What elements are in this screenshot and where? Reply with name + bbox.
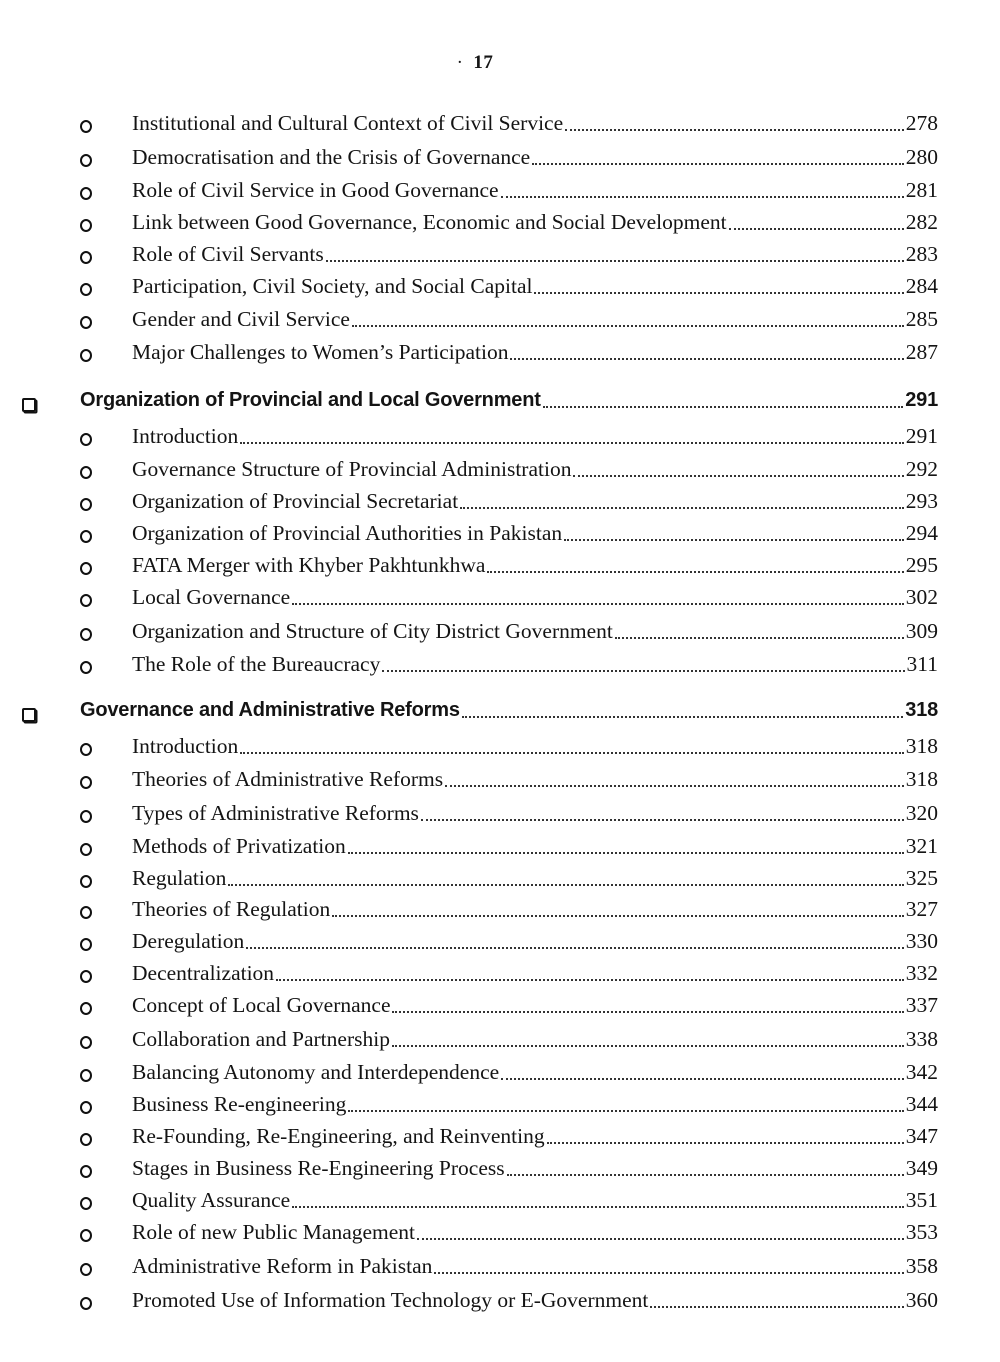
- toc-entry-title: Deregulation: [132, 929, 245, 953]
- toc-entry-title: Business Re-engineering: [132, 1092, 347, 1116]
- dot-leader: [392, 1045, 904, 1047]
- dot-leader: [417, 1238, 904, 1240]
- square-bullet-icon: [22, 391, 36, 412]
- dot-leader: [532, 163, 904, 165]
- toc-entry-line: [80, 385, 938, 415]
- page-number: [0, 52, 950, 74]
- circle-icon: [80, 316, 92, 329]
- toc-entry-page: 347: [905, 1124, 938, 1148]
- circle-bullet-icon: [80, 245, 92, 264]
- circle-icon: [80, 875, 92, 888]
- circle-icon: [80, 283, 92, 296]
- circle-bullet-icon: [80, 1291, 92, 1310]
- dot-leader: [240, 752, 903, 754]
- toc-entry-page: 294: [905, 521, 938, 545]
- toc-subsection-entry: [0, 454, 1000, 486]
- square-bullet-icon: [22, 701, 36, 722]
- circle-bullet-icon: [80, 869, 92, 888]
- toc-entry-line: [132, 108, 938, 138]
- dot-leader: [510, 358, 903, 360]
- dot-leader: [352, 325, 904, 327]
- toc-entry-page: 292: [905, 457, 938, 481]
- toc-subsection-entry: [0, 518, 1000, 550]
- toc-entry-page: 321: [905, 834, 938, 858]
- page-number-value: 17: [473, 52, 494, 73]
- circle-icon: [80, 743, 92, 756]
- toc-subsection-entry: [0, 616, 1000, 648]
- circle-bullet-icon: [80, 460, 92, 479]
- toc-entry-page: 318: [905, 767, 938, 791]
- toc-entry-line: [132, 1285, 938, 1315]
- toc-entry-line: [132, 239, 938, 269]
- toc-entry-page: 320: [905, 801, 938, 825]
- toc-section-entry: [0, 695, 1000, 727]
- toc-entry-page: 302: [905, 585, 938, 609]
- toc-entry-title: Institutional and Cultural Context of Civil Service: [132, 111, 564, 135]
- toc-entry-page: 318: [905, 734, 938, 758]
- toc-entry-title: Organization of Provincial Authorities in Pakistan: [132, 521, 563, 545]
- toc-entry-title: Concept of Local Governance: [132, 993, 391, 1017]
- toc-entry-line: [132, 304, 938, 334]
- toc-entry-line: [132, 926, 938, 956]
- toc-entry-title: Stages in Business Re-Engineering Process: [132, 1156, 505, 1180]
- toc-entry-page: 293: [905, 489, 938, 513]
- toc-entry-line: [132, 958, 938, 988]
- toc-entry-title: Collaboration and Partnership: [132, 1027, 390, 1051]
- toc-entry-title: Organization of Provincial Secretariat: [132, 489, 459, 513]
- toc-entry-title: Introduction: [132, 424, 239, 448]
- toc-entry-page: 353: [905, 1220, 938, 1244]
- circle-icon: [80, 562, 92, 575]
- toc-entry-line: [132, 421, 938, 451]
- toc-subsection-entry: [0, 550, 1000, 582]
- toc-entry-line: [132, 1057, 938, 1087]
- circle-icon: [80, 349, 92, 362]
- circle-icon: [80, 810, 92, 823]
- toc-entry-title: Link between Good Governance, Economic and Social Development: [132, 210, 727, 234]
- toc-entry-line: [132, 863, 938, 893]
- circle-icon: [80, 1197, 92, 1210]
- dot-leader: [729, 228, 904, 230]
- toc-entry-page: 344: [905, 1092, 938, 1116]
- dot-leader: [543, 406, 904, 408]
- toc-entry-line: [132, 1251, 938, 1281]
- circle-bullet-icon: [80, 148, 92, 167]
- toc-entry-title: Role of Civil Service in Good Governance: [132, 178, 499, 202]
- toc-entry-page: 342: [905, 1060, 938, 1084]
- dot-leader: [507, 1174, 904, 1176]
- toc-entry-line: [132, 649, 938, 679]
- circle-bullet-icon: [80, 277, 92, 296]
- circle-bullet-icon: [80, 588, 92, 607]
- circle-icon: [80, 530, 92, 543]
- circle-bullet-icon: [80, 900, 92, 919]
- toc-entry-page: 325: [905, 866, 938, 890]
- circle-bullet-icon: [80, 837, 92, 856]
- toc-subsection-entry: [0, 1217, 1000, 1249]
- toc-entry-page: 282: [905, 210, 938, 234]
- toc-entry-line: [132, 518, 938, 548]
- toc-entry-line: [132, 798, 938, 828]
- toc-entry-page: 287: [905, 340, 938, 364]
- toc-entry-page: 351: [905, 1188, 938, 1212]
- dot-leader: [547, 1142, 904, 1144]
- circle-bullet-icon: [80, 964, 92, 983]
- toc-entry-title: Role of Civil Servants: [132, 242, 324, 266]
- toc-entry-title: Theories of Regulation: [132, 897, 331, 921]
- circle-icon: [80, 433, 92, 446]
- circle-icon: [80, 1165, 92, 1178]
- circle-icon: [80, 187, 92, 200]
- toc-entry-line: [132, 1153, 938, 1183]
- circle-bullet-icon: [80, 343, 92, 362]
- dot-leader: [421, 819, 904, 821]
- toc-subsection-entry: [0, 1153, 1000, 1185]
- circle-icon: [80, 1297, 92, 1310]
- toc-entry-page: 330: [905, 929, 938, 953]
- toc-subsection-entry: [0, 894, 1000, 926]
- toc-subsection-entry: [0, 207, 1000, 239]
- toc-entry-page: 291: [905, 389, 938, 411]
- toc-entry-line: [132, 1024, 938, 1054]
- toc-entry-title: Promoted Use of Information Technology or E-Government: [132, 1288, 649, 1312]
- toc-subsection-entry: [0, 142, 1000, 174]
- toc-entry-line: [132, 990, 938, 1020]
- circle-icon: [80, 1069, 92, 1082]
- circle-bullet-icon: [80, 1159, 92, 1178]
- toc-entry-title: Methods of Privatization: [132, 834, 346, 858]
- toc-entry-line: [132, 550, 938, 580]
- circle-bullet-icon: [80, 1191, 92, 1210]
- dot-leader: [565, 129, 904, 131]
- toc-entry-line: [132, 1089, 938, 1119]
- circle-icon: [80, 498, 92, 511]
- toc-entry-title: Governance and Administrative Reforms: [80, 699, 460, 721]
- circle-icon: [80, 906, 92, 919]
- square-icon: [22, 708, 36, 722]
- toc-subsection-entry: [0, 175, 1000, 207]
- toc-entry-page: 360: [905, 1288, 938, 1312]
- circle-bullet-icon: [80, 524, 92, 543]
- circle-bullet-icon: [80, 655, 92, 674]
- circle-icon: [80, 1101, 92, 1114]
- toc-entry-line: [132, 486, 938, 516]
- circle-icon: [80, 1036, 92, 1049]
- toc-entry-page: 283: [905, 242, 938, 266]
- toc-entry-title: The Role of the Bureaucracy: [132, 652, 381, 676]
- toc-entry-title: Gender and Civil Service: [132, 307, 350, 331]
- toc-entry-title: Balancing Autonomy and Interdependence: [132, 1060, 500, 1084]
- dot-leader: [332, 915, 904, 917]
- circle-icon: [80, 1133, 92, 1146]
- dot-leader: [292, 1206, 904, 1208]
- circle-icon: [80, 776, 92, 789]
- toc-entry-title: Role of new Public Management: [132, 1220, 416, 1244]
- circle-bullet-icon: [80, 1095, 92, 1114]
- square-icon: [22, 398, 36, 412]
- toc-subsection-entry: [0, 1185, 1000, 1217]
- toc-section-entry: [0, 385, 1000, 417]
- dot-leader: [501, 1078, 904, 1080]
- circle-bullet-icon: [80, 622, 92, 641]
- circle-bullet-icon: [80, 213, 92, 232]
- toc-subsection-entry: [0, 1251, 1000, 1283]
- toc-entry-page: 278: [905, 111, 938, 135]
- toc-entry-line: [132, 454, 938, 484]
- toc-entry-title: Regulation: [132, 866, 227, 890]
- circle-bullet-icon: [80, 427, 92, 446]
- toc-subsection-entry: [0, 1057, 1000, 1089]
- toc-subsection-entry: [0, 649, 1000, 681]
- toc-subsection-entry: [0, 1024, 1000, 1056]
- circle-bullet-icon: [80, 1223, 92, 1242]
- toc-entry-page: 349: [905, 1156, 938, 1180]
- dot-leader: [445, 785, 904, 787]
- dot-leader: [382, 670, 904, 672]
- toc-entry-title: Governance Structure of Provincial Administration: [132, 457, 572, 481]
- dot-leader: [462, 716, 903, 718]
- toc-entry-page: 281: [905, 178, 938, 202]
- toc-subsection-entry: [0, 1285, 1000, 1317]
- toc-entry-page: 295: [905, 553, 938, 577]
- dot-leader: [650, 1306, 903, 1308]
- dot-leader: [434, 1272, 903, 1274]
- toc-entry-line: [132, 582, 938, 612]
- toc-entry-title: FATA Merger with Khyber Pakhtunkhwa: [132, 553, 486, 577]
- circle-bullet-icon: [80, 1257, 92, 1276]
- dot-leader: [326, 260, 904, 262]
- toc-subsection-entry: [0, 304, 1000, 336]
- dot-leader: [276, 979, 904, 981]
- circle-bullet-icon: [80, 1063, 92, 1082]
- circle-icon: [80, 120, 92, 133]
- toc-entry-line: [132, 207, 938, 237]
- toc-subsection-entry: [0, 271, 1000, 303]
- circle-bullet-icon: [80, 181, 92, 200]
- circle-icon: [80, 594, 92, 607]
- dot-leader: [228, 884, 903, 886]
- circle-bullet-icon: [80, 492, 92, 511]
- circle-icon: [80, 1263, 92, 1276]
- circle-icon: [80, 1002, 92, 1015]
- toc-entry-line: [132, 142, 938, 172]
- dot-leader: [292, 603, 904, 605]
- toc-entry-line: [132, 616, 938, 646]
- circle-bullet-icon: [80, 114, 92, 133]
- circle-bullet-icon: [80, 996, 92, 1015]
- circle-icon: [80, 251, 92, 264]
- toc-entry-line: [132, 894, 938, 924]
- toc-entry-title: Major Challenges to Women’s Participation: [132, 340, 509, 364]
- toc-subsection-entry: [0, 958, 1000, 990]
- circle-icon: [80, 466, 92, 479]
- toc-subsection-entry: [0, 108, 1000, 140]
- toc-subsection-entry: [0, 239, 1000, 271]
- toc-entry-title: Organization and Structure of City District Government: [132, 619, 613, 643]
- toc-subsection-entry: [0, 798, 1000, 830]
- circle-icon: [80, 843, 92, 856]
- toc-subsection-entry: [0, 486, 1000, 518]
- toc-entry-title: Re-Founding, Re-Engineering, and Reinventing: [132, 1124, 545, 1148]
- toc-entry-line: [132, 175, 938, 205]
- toc-subsection-entry: [0, 1089, 1000, 1121]
- circle-bullet-icon: [80, 737, 92, 756]
- toc-entry-title: Decentralization: [132, 961, 275, 985]
- toc-subsection-entry: [0, 731, 1000, 763]
- toc-entry-title: Local Governance: [132, 585, 291, 609]
- toc-entry-line: [132, 1121, 938, 1151]
- toc-entry-page: 284: [905, 274, 938, 298]
- dot-leader: [573, 475, 903, 477]
- circle-bullet-icon: [80, 770, 92, 789]
- toc-entry-title: Administrative Reform in Pakistan: [132, 1254, 433, 1278]
- toc-entry-page: 311: [906, 652, 938, 676]
- toc-entry-page: 337: [905, 993, 938, 1017]
- toc-subsection-entry: [0, 831, 1000, 863]
- circle-icon: [80, 628, 92, 641]
- dot-leader: [534, 292, 903, 294]
- dot-leader: [392, 1011, 903, 1013]
- circle-bullet-icon: [80, 932, 92, 951]
- circle-icon: [80, 1229, 92, 1242]
- toc-entry-title: Quality Assurance: [132, 1188, 291, 1212]
- dot-leader: [615, 637, 904, 639]
- circle-icon: [80, 154, 92, 167]
- dot-leader: [240, 442, 903, 444]
- circle-bullet-icon: [80, 556, 92, 575]
- toc-entry-line: [132, 731, 938, 761]
- toc-entry-page: 285: [905, 307, 938, 331]
- toc-subsection-entry: [0, 1121, 1000, 1153]
- toc-entry-title: Types of Administrative Reforms: [132, 801, 419, 825]
- circle-bullet-icon: [80, 1127, 92, 1146]
- toc-entry-title: Democratisation and the Crisis of Governance: [132, 145, 531, 169]
- toc-subsection-entry: [0, 990, 1000, 1022]
- toc-entry-line: [132, 1217, 938, 1247]
- circle-icon: [80, 970, 92, 983]
- toc-entry-line: [132, 831, 938, 861]
- toc-entry-line: [132, 1185, 938, 1215]
- toc-entry-page: 332: [905, 961, 938, 985]
- toc-entry-page: 291: [905, 424, 938, 448]
- circle-icon: [80, 661, 92, 674]
- toc-entry-line: [132, 764, 938, 794]
- toc-entry-page: 338: [905, 1027, 938, 1051]
- toc-entry-page: 358: [905, 1254, 938, 1278]
- toc-entry-line: [132, 337, 938, 367]
- toc-entry-title: Participation, Civil Society, and Social Capital: [132, 274, 533, 298]
- dot-leader: [501, 196, 904, 198]
- circle-icon: [80, 938, 92, 951]
- toc-subsection-entry: [0, 863, 1000, 895]
- dot-leader: [348, 1110, 903, 1112]
- toc-subsection-entry: [0, 764, 1000, 796]
- dot-leader: [564, 539, 904, 541]
- circle-bullet-icon: [80, 310, 92, 329]
- toc-entry-title: Introduction: [132, 734, 239, 758]
- toc-entry-title: Organization of Provincial and Local Government: [80, 389, 541, 411]
- dot-leader: [246, 947, 904, 949]
- dot-leader: [348, 852, 904, 854]
- dot-leader: [487, 571, 903, 573]
- toc-entry-page: 327: [905, 897, 938, 921]
- toc-subsection-entry: [0, 421, 1000, 453]
- toc-subsection-entry: [0, 582, 1000, 614]
- circle-bullet-icon: [80, 804, 92, 823]
- toc-entry-title: Theories of Administrative Reforms: [132, 767, 444, 791]
- circle-icon: [80, 219, 92, 232]
- toc-entry-page: 309: [905, 619, 938, 643]
- toc-entry-page: 318: [905, 699, 938, 721]
- dot-leader: [460, 507, 904, 509]
- circle-bullet-icon: [80, 1030, 92, 1049]
- toc-subsection-entry: [0, 926, 1000, 958]
- toc-entry-line: [80, 695, 938, 725]
- toc-subsection-entry: [0, 337, 1000, 369]
- toc-entry-page: 280: [905, 145, 938, 169]
- toc-entry-line: [132, 271, 938, 301]
- page-number-dot: ·: [456, 52, 464, 73]
